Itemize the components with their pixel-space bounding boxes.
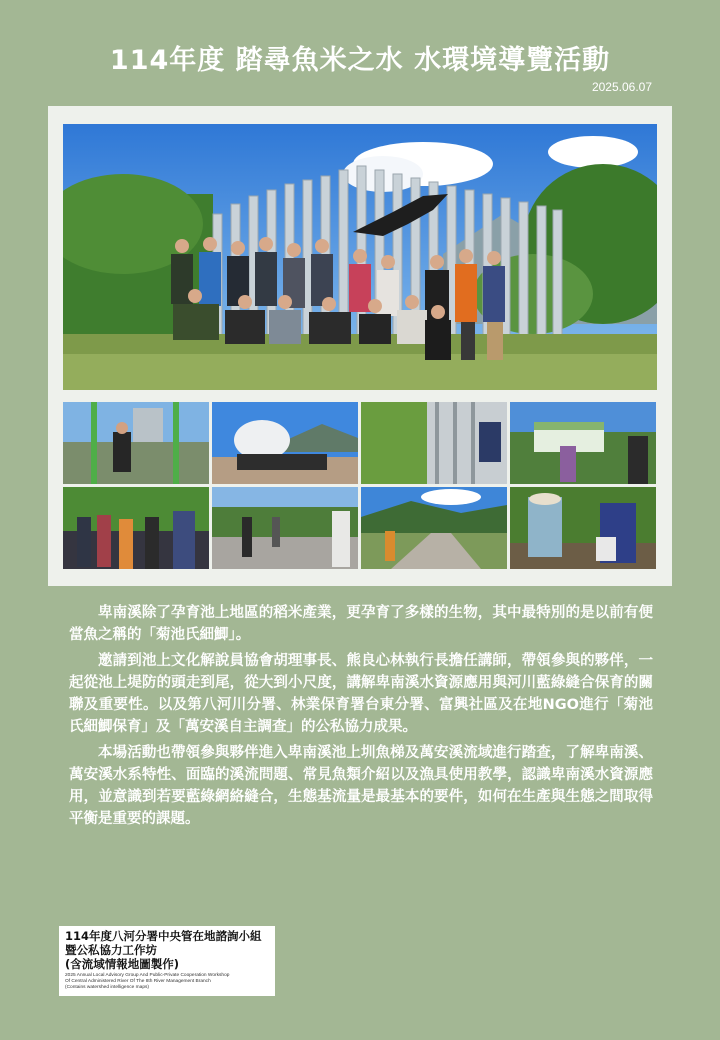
group-photo xyxy=(63,124,657,390)
event-date: 2025.06.07 xyxy=(591,80,652,94)
workshop-logo-subtitle: 2025 Annual Local Advisory Group And Public-Private Cooperation Workshop Of Central Administered River Of The 8th River Management Branch (Contains watershed intelligence maps) xyxy=(65,973,230,990)
paragraph-field-survey: 本場活動也帶領參與夥伴進入卑南溪池上圳魚梯及萬安溪流域進行踏查，了解卑南溪、萬安溪水系特性、面臨的溪流問題、常見魚類介紹以及漁具使用教學，認識卑南溪水資源應用，並意識到若要藍綠網絡縫合，生態基流量是最基本的要件，如何在生產與生態之間取得平衡是重要的課題。 xyxy=(69,745,653,827)
thumbnail-path-walk xyxy=(212,487,358,569)
paragraph-intro: 卑南溪除了孕育池上地區的稻米產業，更孕育了多樣的生物，其中最特別的是以前有便當魚之稱的「菊池氏細鯽」。 xyxy=(69,605,653,643)
thumbnail-trail xyxy=(361,487,507,569)
paragraph-lecturers: 邀請到池上文化解說員協會胡理事長、熊良心林執行長擔任講師，帶領參與的夥伴，一起從池上堤防的頭走到尾，從大到小尺度，講解卑南溪水資源應用與河川藍綠縫合保育的關聯及重要性。以及第八河川分署、林業保育署台東分署、富興社區及在地NGO進行「菊池氏細鯽保育」及「萬安溪自主調查」的公私協力成果。 xyxy=(69,653,653,735)
workshop-logo-title: 114年度八河分署中央管在地諮詢小組 暨公私協力工作坊 (含流域情報地圖製作) xyxy=(65,929,262,971)
thumbnail-signboard xyxy=(510,402,656,484)
thumbnail-fishing-gear xyxy=(510,487,656,569)
thumbnail-fish-ladder xyxy=(63,402,209,484)
article-body xyxy=(69,602,653,834)
photo-collage xyxy=(48,106,672,586)
page-title: 114年度 踏尋魚米之水 水環境導覽活動 xyxy=(109,45,611,76)
workshop-logo xyxy=(59,926,275,996)
thumbnail-fish-sculpture xyxy=(212,402,358,484)
thumbnail-viewing-structure xyxy=(361,402,507,484)
thumbnail-group-gathering xyxy=(63,487,209,569)
